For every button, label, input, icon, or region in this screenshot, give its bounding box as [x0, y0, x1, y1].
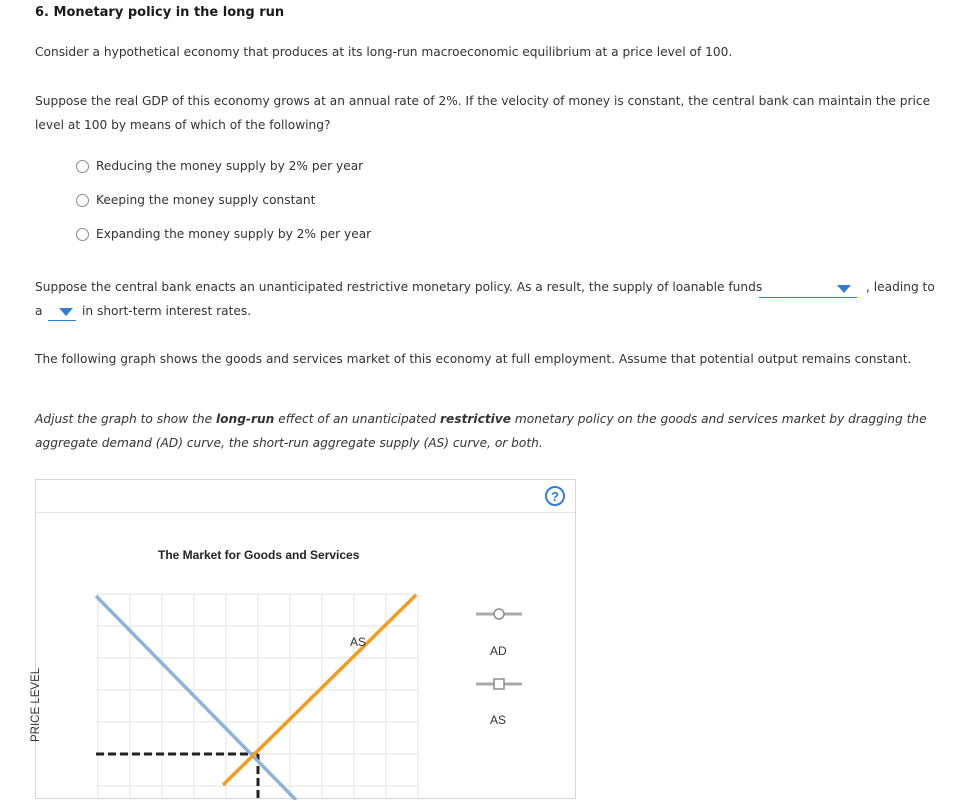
- instruction-line1: Adjust the graph to show the long-run effect of an unanticipated restrictive monetary policy on the goods and services market by dragging the: [35, 412, 927, 426]
- question-title: 6. Monetary policy in the long run: [35, 5, 285, 20]
- radio-button[interactable]: [76, 194, 89, 207]
- graph-canvas[interactable]: [36, 480, 577, 800]
- q2-text-part2: , leading to: [866, 280, 935, 294]
- help-icon[interactable]: ?: [545, 486, 565, 506]
- option-expand-money-supply[interactable]: [76, 225, 371, 243]
- intro-text: Consider a hypothetical economy that produces at its long-run macroeconomic equilibrium at a price level of 100.: [35, 45, 733, 59]
- ad-curve[interactable]: [96, 596, 296, 800]
- radio-button[interactable]: [76, 160, 89, 173]
- y-axis-label: PRICE LEVEL: [30, 667, 42, 742]
- q3-text: The following graph shows the goods and services market of this economy at full employment. Assume that potential output remains constant.: [35, 352, 912, 366]
- q2-text-part4: in short-term interest rates.: [82, 304, 252, 318]
- q1-text-line1: Suppose the real GDP of this economy grows at an annual rate of 2%. If the velocity of money is constant, the central bank can maintain the price: [35, 94, 931, 108]
- option-label: Keeping the money supply constant: [96, 193, 316, 207]
- legend-ad-label: AD: [490, 644, 507, 658]
- square-marker-icon: [494, 679, 504, 689]
- interest-rate-dropdown[interactable]: [48, 304, 76, 321]
- graph-panel: [30, 479, 576, 799]
- circle-marker-icon: [494, 609, 504, 619]
- graph-title: The Market for Goods and Services: [158, 548, 360, 562]
- option-reduce-money-supply[interactable]: [76, 157, 363, 175]
- option-label: Expanding the money supply by 2% per year: [96, 227, 372, 241]
- legend-ad-tool[interactable]: [476, 609, 522, 658]
- loanable-funds-dropdown[interactable]: [759, 281, 857, 298]
- option-keep-money-supply[interactable]: [76, 191, 315, 209]
- q2-text-part1: Suppose the central bank enacts an unanticipated restrictive monetary policy. As a result, the supply of loanable funds: [35, 280, 763, 294]
- q2-text-part3: a: [35, 304, 43, 318]
- q1-text-line2: level at 100 by means of which of the following?: [35, 118, 331, 132]
- radio-button[interactable]: [76, 228, 89, 241]
- legend-as-label: AS: [490, 713, 507, 727]
- instruction-line2: aggregate demand (AD) curve, the short-run aggregate supply (AS) curve, or both.: [35, 436, 543, 450]
- dropdown-arrow-icon: [837, 285, 851, 293]
- as-curve-label: AS: [350, 635, 367, 649]
- option-label: Reducing the money supply by 2% per year: [96, 159, 364, 173]
- dropdown-arrow-icon: [59, 308, 73, 316]
- legend-as-tool[interactable]: [476, 679, 522, 727]
